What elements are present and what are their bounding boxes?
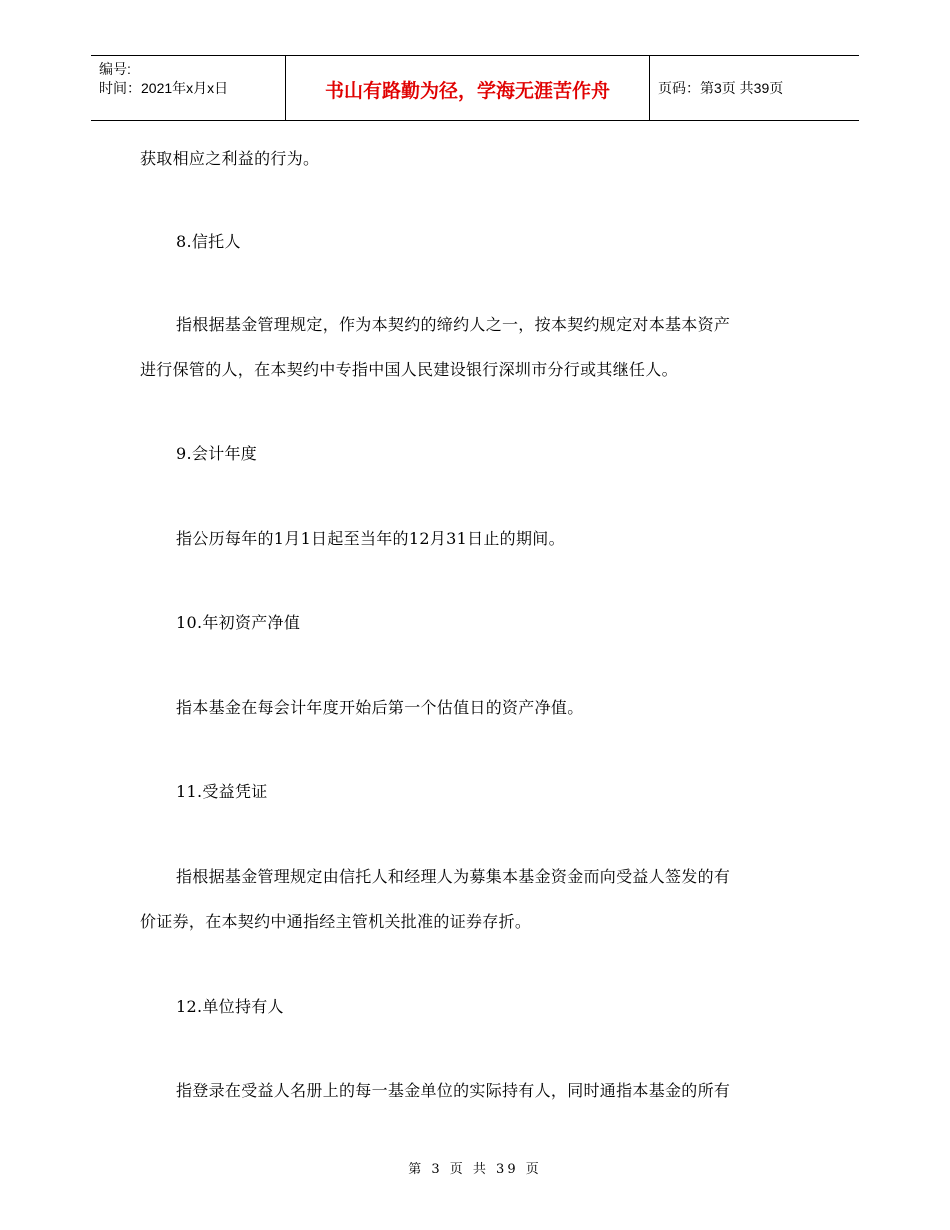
header-page-info: 页码：第3页 共39页: [658, 80, 784, 96]
paragraph-line: 获取相应之利益的行为。: [140, 149, 320, 168]
paragraph-line: 指本基金在每会计年度开始后第一个估值日的资产净值。: [176, 698, 584, 717]
section-heading: 10.年初资产净值: [176, 613, 301, 632]
paragraph-line: 指根据基金管理规定，作为本契约的缔约人之一，按本契约规定对本基本资产: [176, 315, 731, 334]
paragraph-line: 指登录在受益人名册上的每一基金单位的实际持有人，同时通指本基金的所有: [176, 1081, 731, 1100]
paragraph-line: 进行保管的人，在本契约中专指中国人民建设银行深圳市分行或其继任人。: [140, 360, 678, 379]
paragraph-line: 指根据基金管理规定由信托人和经理人为募集本基金资金而向受益人签发的有: [176, 867, 731, 886]
document-number-label: 编号:: [99, 61, 131, 77]
header-motto: 书山有路勤为径，学海无涯苦作舟: [286, 56, 650, 120]
paragraph-line: 价证券，在本契约中通指经主管机关批准的证券存折。: [140, 912, 532, 931]
paragraph-line: 指公历每年的1月1日起至当年的12月31日止的期间。: [176, 529, 565, 548]
section-heading: 8.信托人: [176, 232, 241, 251]
header-table: [91, 55, 859, 121]
page-footer: 第 3 页 共 39 页: [408, 1162, 542, 1177]
document-time-label: 时间：2021年x月x日: [99, 80, 229, 96]
section-heading: 11.受益凭证: [176, 782, 268, 801]
section-heading: 9.会计年度: [176, 444, 258, 463]
header-meta-cell: [91, 56, 286, 120]
section-heading: 12.单位持有人: [176, 997, 284, 1016]
